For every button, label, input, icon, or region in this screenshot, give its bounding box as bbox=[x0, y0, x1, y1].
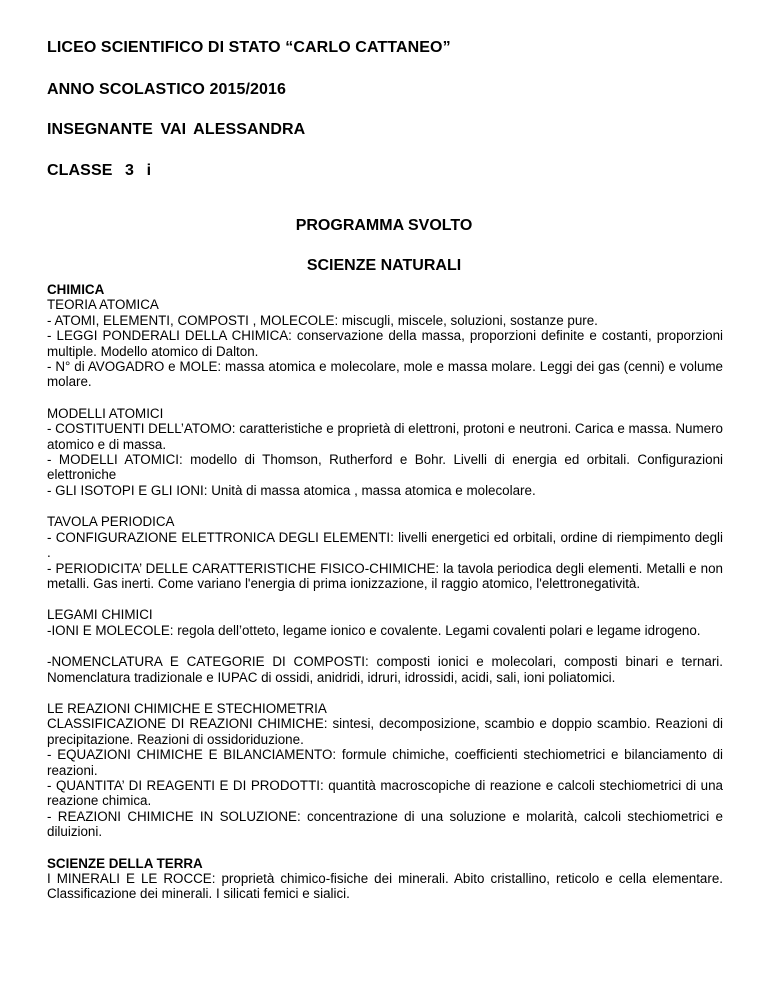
section-title: LEGAMI CHIMICI bbox=[47, 607, 153, 623]
list-item: - QUANTITA’ DI REAGENTI E DI PRODOTTI: quantità macroscopiche di reazione e calcoli stechiometrici di una reazione chimica. bbox=[47, 777, 723, 809]
terra-heading: SCIENZE DELLA TERRA bbox=[47, 855, 203, 871]
list-item: - CONFIGURAZIONE ELETTRONICA DEGLI ELEMENTI: livelli energetici ed orbitali, ordine di riempimento degli . bbox=[47, 529, 723, 561]
school-name: LICEO SCIENTIFICO DI STATO “CARLO CATTANEO” bbox=[47, 39, 451, 56]
list-item: - EQUAZIONI CHIMICHE E BILANCIAMENTO: formule chimiche, coefficienti stechiometrici e bilanciamento di reazioni. bbox=[47, 747, 723, 778]
list-item: - GLI ISOTOPI E GLI IONI: Unità di massa atomica , massa atomica e molecolare. bbox=[47, 482, 536, 498]
list-item: - COSTITUENTI DELL’ATOMO: caratteristiche e proprietà di elettroni, protoni e neutroni. Carica e massa. Numero atomico e di massa. bbox=[47, 421, 723, 452]
list-item: -IONI E MOLECOLE: regola dell’otteto, legame ionico e covalente. Legami covalenti polari e legame idrogeno. bbox=[47, 622, 701, 638]
list-item: - MODELLI ATOMICI: modello di Thomson, Rutherford e Bohr. Livelli di energia ed orbitali. Configurazioni elettroniche bbox=[47, 452, 723, 483]
class-label: CLASSE 3 i bbox=[47, 162, 152, 179]
teacher-name: INSEGNANTE VAI ALESSANDRA bbox=[47, 121, 306, 138]
program-body bbox=[47, 282, 723, 902]
program-title: PROGRAMMA SVOLTO bbox=[295, 217, 473, 234]
list-item: - LEGGI PONDERALI DELLA CHIMICA: conservazione della massa, proporzioni definite e costanti, proporzioni multiple. Modello atomico di Dalton. bbox=[47, 328, 723, 359]
section-title: TAVOLA PERIODICA bbox=[47, 514, 175, 530]
subject-title: SCIENZE NATURALI bbox=[306, 257, 462, 274]
list-item: - PERIODICITA’ DELLE CARATTERISTICHE FISICO-CHIMICHE: la tavola periodica degli elementi. Metalli e non metalli. Gas inerti. Come variano l'energia di prima ionizzazione, il raggio atomico, l'elettronegatività. bbox=[47, 560, 723, 591]
list-item: - ATOMI, ELEMENTI, COMPOSTI , MOLECOLE: miscugli, miscele, soluzioni, sostanze pure. bbox=[47, 312, 598, 328]
section-title: MODELLI ATOMICI bbox=[47, 405, 164, 421]
list-item: - N° di AVOGADRO e MOLE: massa atomica e molecolare, mole e massa molare. Leggi dei gas (cenni) e volume molare. bbox=[47, 359, 723, 390]
section-title: LE REAZIONI CHIMICHE E STECHIOMETRIA bbox=[47, 700, 327, 716]
list-item: I MINERALI E LE ROCCE: proprietà chimico-fisiche dei minerali. Abito cristallino, reticolo e cella elementare. Classificazione dei minerali. I silicati femici e sialici. bbox=[47, 871, 723, 902]
chimica-heading: CHIMICA bbox=[47, 282, 105, 297]
list-item: - REAZIONI CHIMICHE IN SOLUZIONE: concentrazione di una soluzione e molarità, calcoli stechiometrici e diluizioni. bbox=[47, 808, 723, 840]
section-title: TEORIA ATOMICA bbox=[47, 297, 159, 313]
list-item: CLASSIFICAZIONE DI REAZIONI CHIMICHE: sintesi, decomposizione, scambio e doppio scambio. Reazioni di precipitazione. Reazioni di ossidoriduzione. bbox=[47, 716, 723, 747]
school-year: ANNO SCOLASTICO 2015/2016 bbox=[47, 81, 287, 98]
list-item: -NOMENCLATURA E CATEGORIE DI COMPOSTI: composti ionici e molecolari, composti binari e ternari. Nomenclatura tradizionale e IUPAC di ossidi, anidridi, idruri, idrossidi, acidi, sali, ioni poliatomici. bbox=[47, 654, 723, 685]
